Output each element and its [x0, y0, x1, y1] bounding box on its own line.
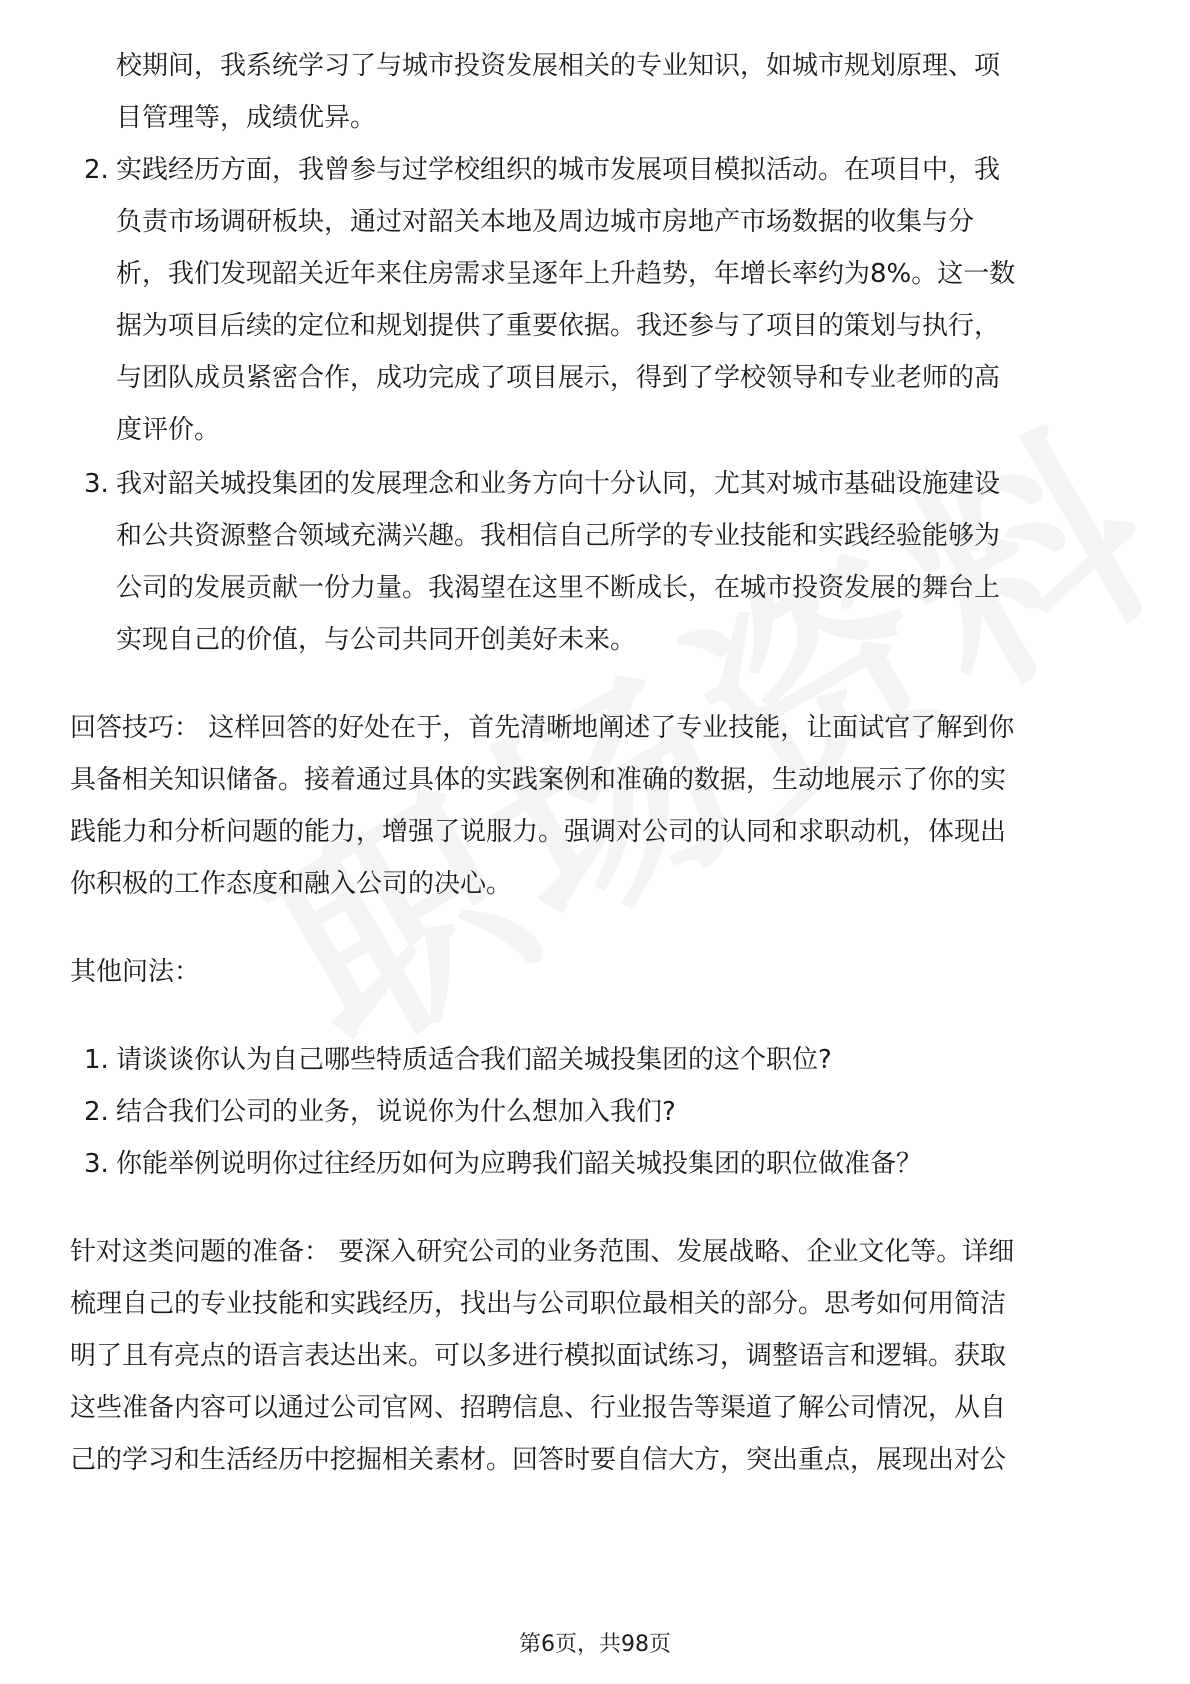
- text-line: 度评价。: [116, 415, 221, 445]
- text-line: 这些准备内容可以通过公司官网、招聘信息、行业报告等渠道了解公司情况，从自: [70, 1393, 1007, 1423]
- list-number: 3.: [84, 1149, 109, 1179]
- section-heading: 其他问法：: [70, 957, 201, 987]
- list-number: 2.: [84, 1097, 109, 1127]
- list-item: [70, 144, 1120, 456]
- text-line: 己的学习和生活经历中挖掘相关素材。回答时要自信大方，突出重点，展现出对公: [70, 1445, 1007, 1475]
- text-line: 明了且有亮点的语言表达出来。可以多进行模拟面试练习，调整语言和逻辑。获取: [70, 1341, 1007, 1371]
- page-number: 第6页，共98页: [519, 1632, 671, 1657]
- text-line: 目管理等，成绩优异。: [116, 103, 377, 133]
- text-line: 负责市场调研板块，通过对韶关本地及周边城市房地产市场数据的收集与分: [116, 207, 975, 237]
- text-line: 针对这类问题的准备： 要深入研究公司的业务范围、发展战略、企业文化等。详细: [70, 1237, 1015, 1267]
- preparation-paragraph: [70, 1226, 1120, 1486]
- question-text: 结合我们公司的业务，说说你为什么想加入我们?: [116, 1097, 676, 1127]
- text-line: 析，我们发现韶关近年来住房需求呈逐年上升趋势，年增长率约为8%。这一数: [116, 259, 1016, 289]
- answer-list: [70, 144, 1120, 666]
- page-content: [70, 40, 1120, 1486]
- list-number: 3.: [84, 469, 109, 499]
- question-text: 你能举例说明你过往经历如何为应聘我们韶关城投集团的职位做准备？: [116, 1149, 923, 1179]
- text-line: 践能力和分析问题的能力，增强了说服力。强调对公司的认同和求职动机，体现出: [70, 817, 1007, 847]
- list-item: [70, 458, 1120, 666]
- answer-tips: [70, 702, 1120, 910]
- other-questions-list: [70, 1034, 1120, 1190]
- text-line: 实现自己的价值，与公司共同开创美好未来。: [116, 625, 637, 655]
- text-line: 与团队成员紧密合作，成功完成了项目展示，得到了学校领导和专业老师的高: [116, 363, 1001, 393]
- text-line: 校期间，我系统学习了与城市投资发展相关的专业知识，如城市规划原理、项: [116, 51, 1001, 81]
- text-line: 公司的发展贡献一份力量。我渴望在这里不断成长，在城市投资发展的舞台上: [116, 573, 1001, 603]
- list-item: [70, 1086, 1120, 1138]
- question-text: 请谈谈你认为自己哪些特质适合我们韶关城投集团的这个职位?: [116, 1045, 832, 1075]
- text-line: 我对韶关城投集团的发展理念和业务方向十分认同，尤其对城市基础设施建设: [116, 469, 1001, 499]
- list-item: [70, 1138, 1120, 1190]
- text-line: 和公共资源整合领域充满兴趣。我相信自己所学的专业技能和实践经验能够为: [116, 521, 1001, 551]
- list-number: 2.: [84, 155, 109, 185]
- list-item: [70, 1034, 1120, 1086]
- text-line: 据为项目后续的定位和规划提供了重要依据。我还参与了项目的策划与执行，: [116, 311, 1001, 341]
- intro-continuation: [70, 40, 1120, 144]
- text-line: 回答技巧： 这样回答的好处在于，首先清晰地阐述了专业技能，让面试官了解到你: [70, 713, 1015, 743]
- text-line: 实践经历方面，我曾参与过学校组织的城市发展项目模拟活动。在项目中，我: [116, 155, 1001, 185]
- text-line: 你积极的工作态度和融入公司的决心。: [70, 869, 513, 899]
- list-number: 1.: [84, 1045, 109, 1075]
- text-line: 具备相关知识储备。接着通过具体的实践案例和准确的数据，生动地展示了你的实: [70, 765, 1007, 795]
- text-line: 梳理自己的专业技能和实践经历，找出与公司职位最相关的部分。思考如何用简洁: [70, 1289, 1007, 1319]
- other-questions-heading: [70, 946, 1120, 998]
